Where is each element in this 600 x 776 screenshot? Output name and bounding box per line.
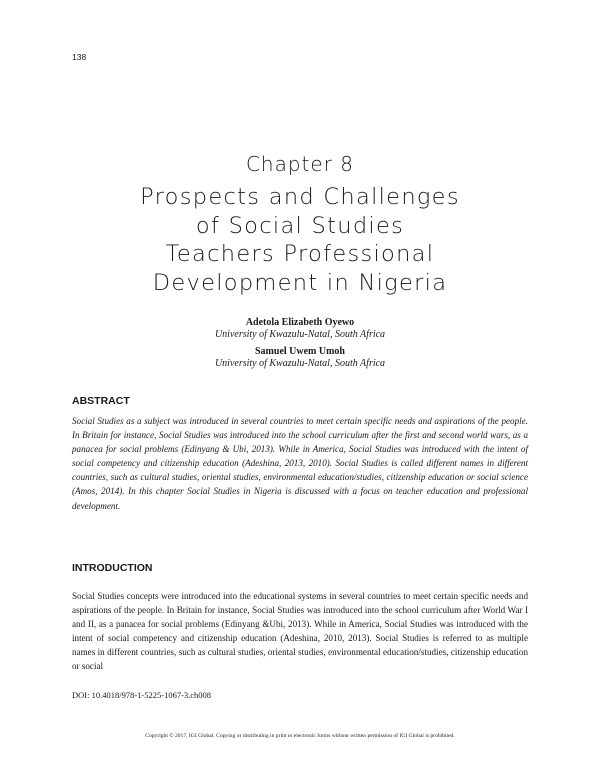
introduction-text: Social Studies concepts were introduced into the educational systems in several countries to meet certain specific needs and aspirations of the people. In Britain for instance, Social Studies was introduced into the school curriculum after World War I and II, as a panacea for social problems (Edinyang &Ubi, 2013). While in America, Social Studies was introduced with the intent of social competency and citizenship education (Adeshina, 2010, 2013). Social Studies is referred to as multiple names in different countries, such as cultural studies, oriental studies, environmental education/studies, citizenship education or social bbox=[72, 591, 528, 672]
author-name: Adetola Elizabeth Oyewo bbox=[245, 317, 355, 328]
introduction-heading: INTRODUCTION bbox=[72, 562, 153, 574]
title-line: Prospects and Challenges bbox=[140, 184, 460, 210]
title-line: Development in Nigeria bbox=[152, 269, 448, 296]
abstract-heading: ABSTRACT bbox=[72, 395, 130, 407]
abstract-text: Social Studies as a subject was introduced in several countries to meet certain specific needs and aspirations of the people. In Britain for instance, Social Studies was introduced into the school curriculum after the first and second world wars, as a panacea for social problems (Edinyang & Ubi, 2013). While in America, Social Studies was introduced with the intent of social competency and citizenship education (Adeshina, 2013, 2010). Social Studies is called different names in different countries, such as cultural studies, oriental studies, environmental education/studies, citizenship education or social science (Amos, 2014). In this chapter Social Studies in Nigeria is discussed with a focus on teacher education and professional development. bbox=[72, 416, 528, 511]
title-line: of Social Studies bbox=[195, 212, 405, 239]
author-affiliation: University of Kwazulu-Natal, South Africa bbox=[214, 358, 386, 369]
author-name: Samuel Uwem Umoh bbox=[255, 346, 345, 357]
copyright-notice: Copyright © 2017, IGI Global. Copying or distributing in print or electronic forms without written permission of IGI Global is prohibited. bbox=[145, 733, 455, 739]
author-block bbox=[0, 317, 600, 341]
author-block bbox=[0, 346, 600, 370]
page-number: 138 bbox=[72, 52, 87, 62]
author-affiliation: University of Kwazulu-Natal, South Africa bbox=[214, 329, 386, 340]
title-line: Teachers Professional bbox=[165, 241, 435, 267]
chapter-label: Chapter 8 bbox=[245, 152, 355, 176]
doi-line: DOI: 10.4018/978-1-5225-1067-3.ch008 bbox=[72, 690, 212, 700]
chapter-title bbox=[90, 183, 510, 297]
